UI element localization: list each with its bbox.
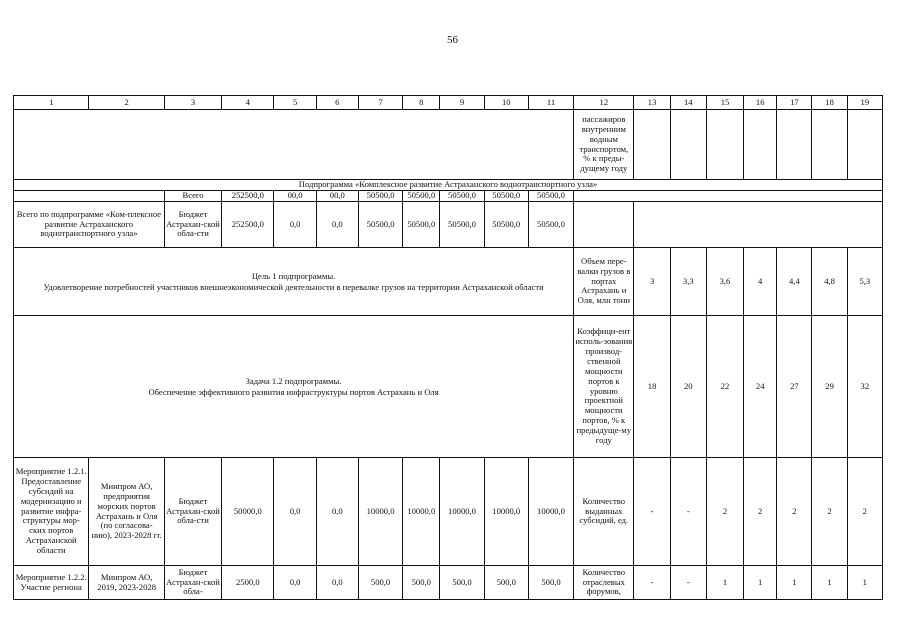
target-value: 22 — [706, 316, 743, 458]
amount-cell: 10000,0 — [484, 458, 528, 566]
amount-cell: 50000,0 — [222, 458, 274, 566]
col-header: 15 — [706, 96, 743, 110]
empty-cell — [574, 191, 883, 202]
task-indicator: Коэффици-ент исполь-зования производ-ственной мощности портов к уровню проектной мощности портов, % к предыдуще-му году — [574, 316, 634, 458]
amount-cell: 500,0 — [528, 566, 573, 600]
empty-cell — [634, 202, 883, 248]
col-header: 12 — [574, 96, 634, 110]
measure-name: Мероприятие 1.2.1. Предоставление субсидий на модернизацию и развитие инфра-структуры мор-ских портов Астраханской области — [14, 458, 89, 566]
amount-cell: 10000,0 — [358, 458, 402, 566]
subprogram-total-row — [14, 202, 883, 248]
measure-row — [14, 458, 883, 566]
col-header: 2 — [89, 96, 164, 110]
amount-cell: 0,0 — [316, 458, 358, 566]
carry-over-row — [14, 110, 883, 180]
target-value: 3 — [634, 248, 670, 316]
task-row — [14, 316, 883, 458]
target-value: 20 — [670, 316, 706, 458]
target-value: 2 — [706, 458, 743, 566]
amount-cell: 50500,0 — [528, 202, 573, 248]
target-value: - — [670, 566, 706, 600]
subprogram-title-row — [14, 180, 883, 191]
amount-cell: 10000,0 — [528, 458, 573, 566]
goal-text: Удовлетворение потребностей участников внешнеэкономической деятельности в перевалке грузов на территории Астраханской области — [43, 281, 544, 292]
col-header: 9 — [440, 96, 484, 110]
empty-cell — [777, 110, 812, 180]
target-value: 24 — [744, 316, 777, 458]
col-header: 19 — [847, 96, 882, 110]
col-header: 16 — [744, 96, 777, 110]
measure-row — [14, 566, 883, 600]
target-value: 3,3 — [670, 248, 706, 316]
target-value: 3,6 — [706, 248, 743, 316]
measure-executor: Минпром АО, предприятия морских портов Астрахань и Оля (по согласова-нию), 2023-2028 гг. — [89, 458, 164, 566]
amount-cell: 252500,0 — [222, 202, 274, 248]
measure-indicator: Количество выданных субсидий, ед. — [574, 458, 634, 566]
total-value: 50500,0 — [403, 191, 440, 202]
empty-cell — [670, 110, 706, 180]
amount-cell: 500,0 — [484, 566, 528, 600]
empty-cell — [634, 110, 670, 180]
col-header: 17 — [777, 96, 812, 110]
empty-cell — [14, 110, 574, 180]
total-value: 50500,0 — [484, 191, 528, 202]
target-value: 18 — [634, 316, 670, 458]
funding-source: Бюджет Астрахан-ской обла- — [164, 566, 221, 600]
empty-cell — [744, 110, 777, 180]
amount-cell: 500,0 — [358, 566, 402, 600]
total-value: 00,0 — [316, 191, 358, 202]
target-value: - — [634, 566, 670, 600]
measure-executor: Минпром АО, 2019, 2023-2028 — [89, 566, 164, 600]
amount-cell: 0,0 — [274, 458, 316, 566]
amount-cell: 50500,0 — [403, 202, 440, 248]
amount-cell: 500,0 — [403, 566, 440, 600]
col-header: 14 — [670, 96, 706, 110]
subprogram-title: Подпрограмма «Комплексное развитие Астраханского воднотранспортного узла» — [14, 180, 883, 191]
total-label: Всего — [164, 191, 221, 202]
target-value: 2 — [847, 458, 882, 566]
col-header: 18 — [812, 96, 847, 110]
goal-title: Цель 1 подпрограммы. — [251, 270, 336, 281]
total-value: 50500,0 — [528, 191, 573, 202]
amount-cell: 10000,0 — [403, 458, 440, 566]
total-value: 50500,0 — [440, 191, 484, 202]
amount-cell: 500,0 — [440, 566, 484, 600]
amount-cell: 50500,0 — [358, 202, 402, 248]
page-number: 56 — [447, 34, 458, 46]
task-cell — [14, 316, 574, 458]
col-header: 6 — [316, 96, 358, 110]
goal-cell — [14, 248, 574, 316]
empty-cell — [847, 110, 882, 180]
total-value: 252500,0 — [222, 191, 274, 202]
amount-cell: 10000,0 — [440, 458, 484, 566]
total-value: 50500,0 — [358, 191, 402, 202]
amount-cell: 0,0 — [274, 566, 316, 600]
amount-cell: 0,0 — [316, 202, 358, 248]
empty-cell — [706, 110, 743, 180]
target-value: 2 — [777, 458, 812, 566]
target-value: - — [670, 458, 706, 566]
empty-cell — [812, 110, 847, 180]
target-value: 29 — [812, 316, 847, 458]
target-value: 2 — [744, 458, 777, 566]
col-header: 13 — [634, 96, 670, 110]
measure-indicator: Количество отраслевых форумов, — [574, 566, 634, 600]
target-value: 5,3 — [847, 248, 882, 316]
col-header: 8 — [403, 96, 440, 110]
total-row — [14, 191, 883, 202]
target-value: 32 — [847, 316, 882, 458]
column-number-row — [14, 96, 883, 110]
target-value: 1 — [777, 566, 812, 600]
funding-source: Бюджет Астрахан-ской обла-сти — [164, 202, 221, 248]
col-header: 11 — [528, 96, 573, 110]
target-value: 4,4 — [777, 248, 812, 316]
measure-name: Мероприятие 1.2.2. Участие региона — [14, 566, 89, 600]
target-value: 1 — [847, 566, 882, 600]
col-header: 7 — [358, 96, 402, 110]
amount-cell: 0,0 — [274, 202, 316, 248]
task-title: Задача 1.2 подпрограммы. — [245, 375, 342, 386]
target-value: 1 — [706, 566, 743, 600]
col-header: 10 — [484, 96, 528, 110]
amount-cell: 0,0 — [316, 566, 358, 600]
amount-cell: 50500,0 — [440, 202, 484, 248]
target-value: 1 — [812, 566, 847, 600]
target-value: - — [634, 458, 670, 566]
col-header: 1 — [14, 96, 89, 110]
target-value: 4 — [744, 248, 777, 316]
program-table — [13, 95, 883, 600]
col-header: 4 — [222, 96, 274, 110]
goal-indicator: Объем пере-валки грузов в портах Астрахань и Оля, млн тонн — [574, 248, 634, 316]
empty-cell — [574, 202, 634, 248]
target-value: 1 — [744, 566, 777, 600]
col-header: 3 — [164, 96, 221, 110]
amount-cell: 2500,0 — [222, 566, 274, 600]
amount-cell: 50500,0 — [484, 202, 528, 248]
col-header: 5 — [274, 96, 316, 110]
total-value: 00,0 — [274, 191, 316, 202]
target-value: 4,8 — [812, 248, 847, 316]
empty-cell — [14, 191, 165, 202]
target-value: 2 — [812, 458, 847, 566]
goal-row — [14, 248, 883, 316]
funding-source: Бюджет Астрахан-ской обла-сти — [164, 458, 221, 566]
task-text: Обеспечение эффективного развития инфраструктуры портов Астрахань и Оля — [148, 386, 439, 397]
indicator-cell: пассажиров внутренним водным транспортом, % к преды-дущему году — [574, 110, 634, 180]
target-value: 27 — [777, 316, 812, 458]
subprogram-total-name: Всего по подпрограмме «Ком-плексное развитие Астраханского воднотранспортного узла» — [14, 202, 165, 248]
